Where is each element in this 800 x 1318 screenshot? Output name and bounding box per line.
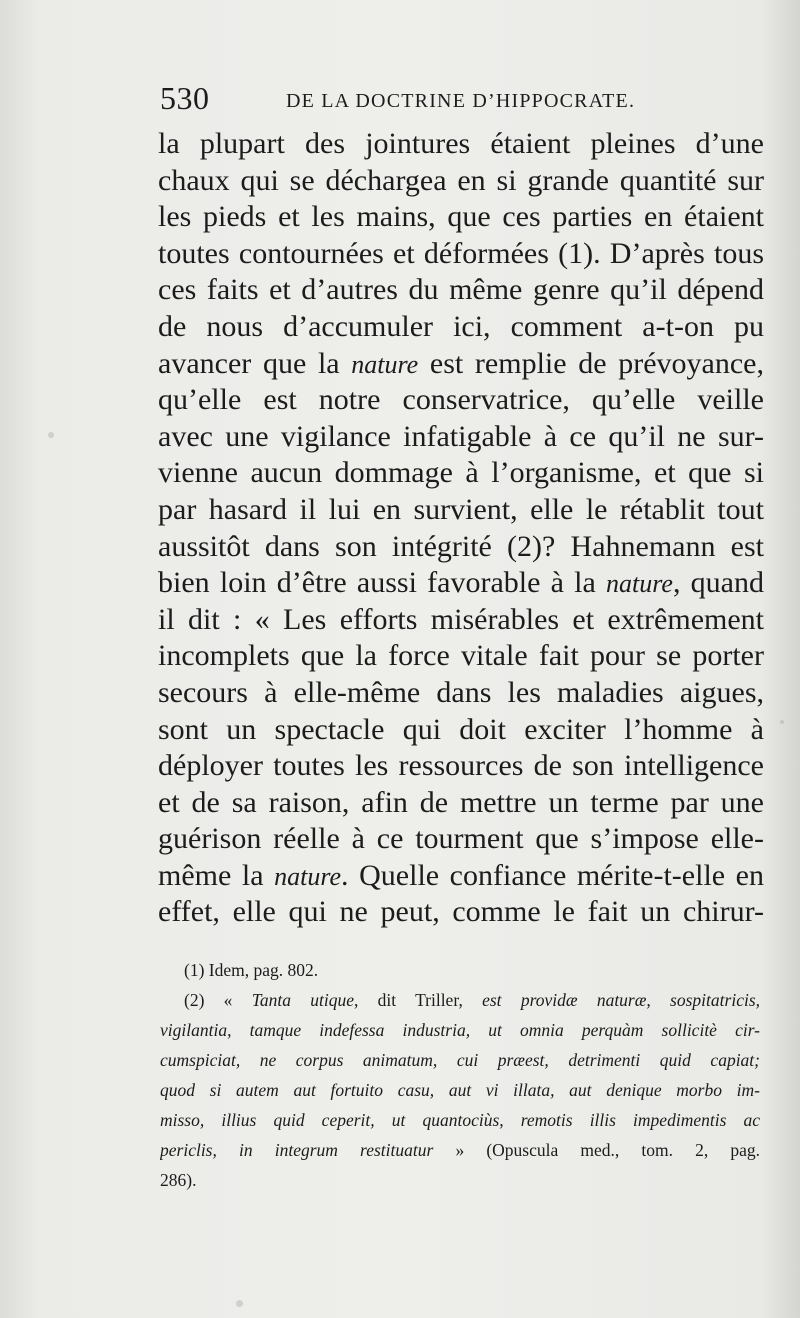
text-line: ces faits et d’autres du même genre qu’il dépend — [158, 273, 764, 307]
italic-term: nature — [274, 861, 342, 891]
text-line: il dit : « Les efforts misérables et extrêmement — [158, 602, 764, 636]
running-title: DE LA DOCTRINE D’HIPPOCRATE. — [286, 90, 636, 112]
text-line: guérison réelle à ce tourment que s’impose elle- — [158, 822, 764, 856]
paper-speck — [236, 1300, 243, 1307]
text-line: avec une vigilance infatigable à ce qu’il ne sur- — [158, 419, 764, 453]
text-line: de nous d’accumuler ici, comment a-t-on pu — [158, 309, 764, 343]
italic-term: nature — [606, 569, 673, 599]
text-line: avancer que la nature est remplie de prévoyance, — [158, 346, 764, 380]
paper-speck — [48, 432, 54, 438]
text-line: effet, elle qui ne peut, comme le fait un chirur- — [158, 895, 764, 929]
text-line: même la nature. Quelle confiance mérite-t-elle en — [158, 858, 764, 892]
text-line: secours à elle-même dans les maladies aigues, — [158, 675, 764, 709]
text-line: aussitôt dans son intégrité (2)? Hahnemann est — [158, 529, 764, 563]
text-line: vienne aucun dommage à l’organisme, et que si — [158, 456, 764, 490]
footnote-line: vigilantia, tamque indefessa industria, ut omnia perquàm sollicitè cir- — [160, 1020, 760, 1040]
italic-term: nature — [351, 349, 419, 379]
footnote-line: misso, illius quid ceperit, ut quantociùs, remotis illis impedimentis ac — [160, 1110, 760, 1130]
text-line: chaux qui se déchargea en si grande quantité sur — [158, 163, 764, 197]
text-line: la plupart des jointures étaient pleines d’une — [158, 127, 764, 160]
text-line: toutes contournées et déformées (1). D’après tous — [158, 236, 764, 270]
text-line: qu’elle est notre conservatrice, qu’elle veille — [158, 383, 764, 417]
footnote-line: cumspiciat, ne corpus animatum, cui præest, detrimenti quid capiat; — [160, 1050, 760, 1070]
paper-speck — [780, 720, 784, 724]
body-text — [158, 126, 764, 931]
footnote-line: (2) « Tanta utique, dit Triller, est providæ naturæ, sospitatricis, — [184, 990, 760, 1010]
text-line: et de sa raison, afin de mettre un terme par une — [158, 785, 764, 819]
text-line: sont un spectacle qui doit exciter l’homme à — [158, 712, 764, 746]
footnotes — [160, 955, 760, 1195]
page-number: 530 — [160, 80, 210, 116]
footnote-line: (1) Idem, pag. 802. — [184, 960, 319, 980]
text-line: déployer toutes les ressources de son intelligence — [158, 749, 764, 783]
text-line: par hasard il lui en survient, elle le rétablit tout — [158, 492, 764, 526]
footnote-line: periclis, in integrum restituatur » (Opuscula med., tom. 2, pag. — [160, 1140, 760, 1160]
text-line: les pieds et les mains, que ces parties en étaient — [158, 200, 764, 234]
text-line: incomplets que la force vitale fait pour se porter — [158, 639, 764, 673]
text-line: bien loin d’être aussi favorable à la nature, quand — [158, 566, 764, 600]
running-head — [158, 78, 758, 118]
footnote-line: quod si autem aut fortuito casu, aut vi illata, aut denique morbo im- — [160, 1080, 760, 1100]
footnote-line: 286). — [160, 1170, 197, 1190]
